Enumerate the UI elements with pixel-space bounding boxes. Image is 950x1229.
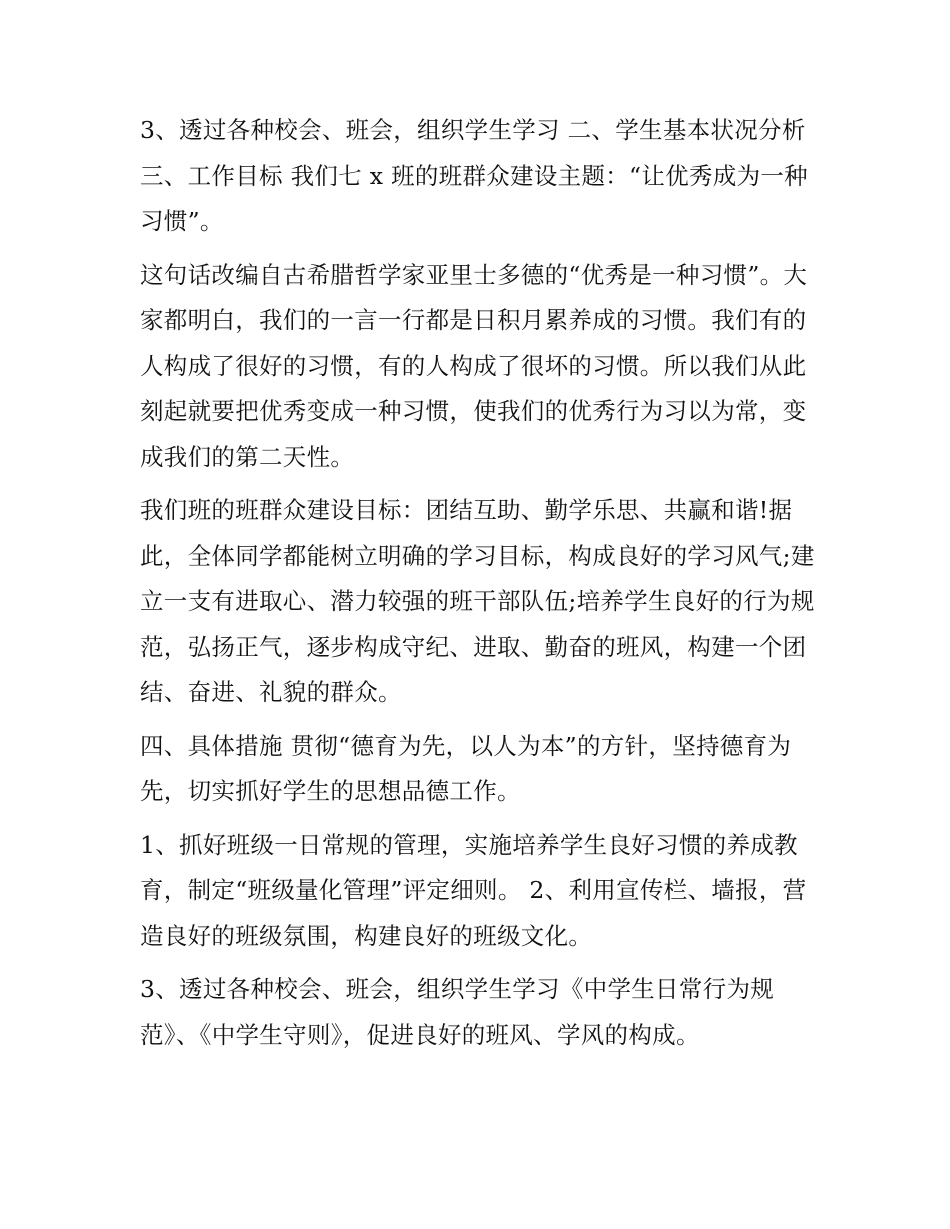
paragraph-5: 1、抓好班级一日常规的管理，实施培养学生良好习惯的养成教育，制定“班级量化管理”评定细则。 2、利用宣传栏、墙报，营造良好的班级氛围，构建良好的班级文化。 [140, 830, 807, 950]
paragraph-1: 3、透过各种校会、班会，组织学生学习 二、学生基本状况分析 三、工作目标 我们七 x 班的班群众建设主题：“让优秀成为一种习惯”。 [140, 116, 808, 235]
paragraph-4: 四、具体措施 贯彻“德育为先，以人为本”的方针，坚持德育为先，切实抓好学生的思想品德工作。 [140, 731, 792, 805]
document-body [140, 108, 820, 1058]
paragraph-6: 3、透过各种校会、班会，组织学生学习《中学生日常行为规范》、《中学生守则》，促进良好的班风、学风的构成。 [140, 975, 775, 1049]
paragraph-2: 这句话改编自古希腊哲学家亚里士多德的“优秀是一种习惯”。大家都明白，我们的一言一行都是日积月累养成的习惯。我们有的人构成了很好的习惯，有的人构成了很坏的习惯。所以我们从此刻起就要把优秀变成一种习惯，使我们的优秀行为习以为常，变成我们的第二天性。 [140, 260, 808, 471]
paragraph-3: 我们班的班群众建设目标：团结互助、勤学乐思、共赢和谐!据此，全体同学都能树立明确的学习目标，构成良好的学习风气;建立一支有进取心、潜力较强的班干部队伍;培养学生良好的行为规范，弘扬正气，逐步构成守纪、进取、勤奋的班风，构建一个团结、奋进、礼貌的群众。 [140, 496, 815, 706]
